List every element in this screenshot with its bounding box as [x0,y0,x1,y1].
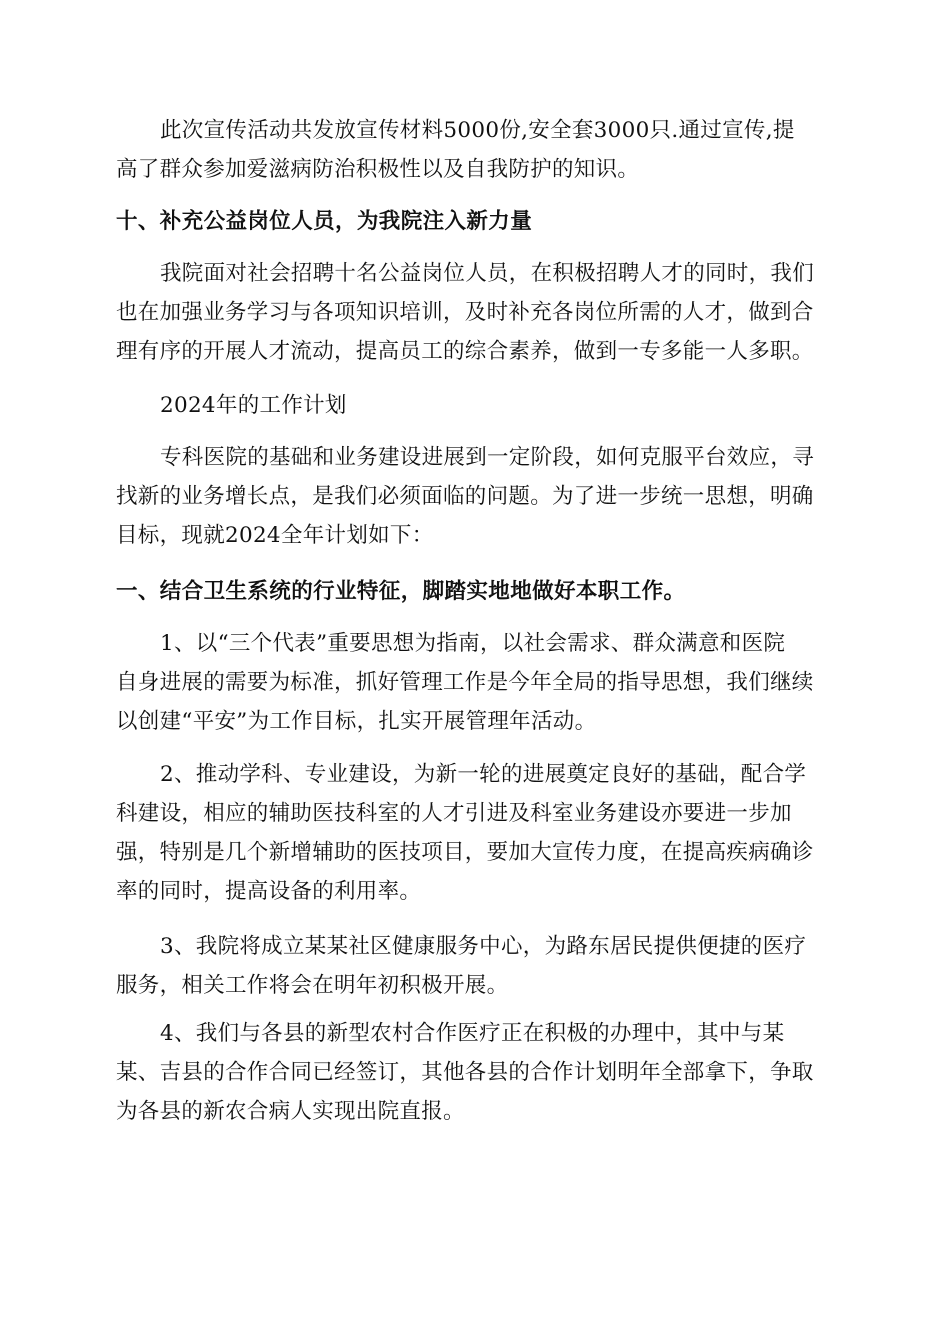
text-line: 科建设，相应的辅助医技科室的人才引进及科室业务建设亦要进一步加 [116,801,792,826]
paragraph-intro [116,438,834,555]
paragraph-recruitment [116,254,834,371]
paragraph-plan-title [116,386,834,425]
text-line: 3、我院将成立某某社区健康服务中心，为路东居民提供便捷的医疗 [160,934,807,959]
text-line: 2、推动学科、专业建设，为新一轮的进展奠定良好的基础，配合学 [160,762,807,787]
paragraph-item-4 [116,1014,834,1131]
text-line: 2024年的工作计划 [160,393,347,418]
text-line: 高了群众参加爱滋病防治积极性以及自我防护的知识。 [116,157,640,182]
text-line: 理有序的开展人才流动，提高员工的综合素养，做到一专多能一人多职。 [116,339,814,364]
text-line: 某、吉县的合作合同已经签订，其他各县的合作计划明年全部拿下，争取 [116,1060,814,1085]
text-line: 以创建“平安”为工作目标，扎实开展管理年活动。 [116,709,597,734]
text-line: 目标，现就2024全年计划如下： [116,523,434,548]
text-line: 此次宣传活动共发放宣传材料5000份,安全套3000只.通过宣传,提 [160,118,795,143]
paragraph-item-3 [116,927,834,1005]
text-line: 率的同时，提高设备的利用率。 [116,879,422,904]
text-line: 我院面对社会招聘十名公益岗位人员，在积极招聘人才的同时，我们 [160,261,815,286]
text-line: 强，特别是几个新增辅助的医技项目，要加大宣传力度，在提高疾病确诊 [116,840,814,865]
text-line: 4、我们与各县的新型农村合作医疗正在积极的办理中，其中与某 [160,1021,785,1046]
paragraph-item-1 [116,624,834,741]
text-line: 找新的业务增长点，是我们必须面临的问题。为了进一步统一思想，明确 [116,484,814,509]
text-line: 专科医院的基础和业务建设进展到一定阶段，如何克服平台效应，寻 [160,445,815,470]
text-line: 服务，相关工作将会在明年初积极开展。 [116,973,509,998]
heading-text: 一、结合卫生系统的行业特征，脚踏实地地做好本职工作。 [116,579,686,604]
paragraph-material-distribution [116,111,834,189]
text-line: 1、以“三个代表”重要思想为指南，以社会需求、群众满意和医院 [160,631,786,656]
text-line: 自身进展的需要为标准，抓好管理工作是今年全局的指导思想，我们继续 [116,670,814,695]
text-line: 也在加强业务学习与各项知识培训，及时补充各岗位所需的人才，做到合 [116,300,814,325]
text-line: 为各县的新农合病人实现出院直报。 [116,1099,465,1124]
heading-text: 十、补充公益岗位人员，为我院注入新力量 [116,209,533,234]
section-heading-ten [116,202,834,241]
section-heading-one [116,572,834,611]
paragraph-item-2 [116,755,834,911]
